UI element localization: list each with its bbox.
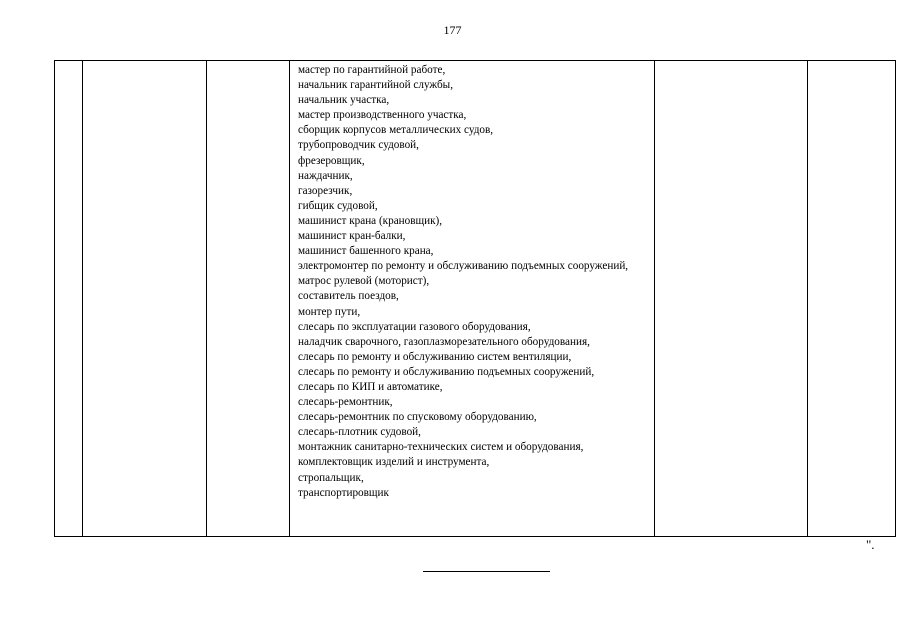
table-cell-professions <box>290 61 655 537</box>
profession-item: наждачник, <box>298 169 353 182</box>
document-table <box>54 60 896 537</box>
profession-item: слесарь по КИП и автоматике, <box>298 380 443 393</box>
profession-item: слесарь по ремонту и обслуживанию систем вентиляции, <box>298 350 572 363</box>
table-cell-number <box>55 61 83 537</box>
profession-item: слесарь-ремонтник, <box>298 396 393 409</box>
profession-item: слесарь-ремонтник по спусковому оборудованию, <box>298 411 537 424</box>
profession-item: слесарь по ремонту и обслуживанию подъемных сооружений, <box>298 365 595 378</box>
table-cell-extra <box>808 61 896 537</box>
profession-item: наладчик сварочного, газоплазморезательного оборудования, <box>298 335 590 348</box>
profession-item: монтажник санитарно-технических систем и оборудования, <box>298 441 584 454</box>
profession-item: сборщик корпусов металлических судов, <box>298 124 494 137</box>
profession-item: электромонтер по ремонту и обслуживанию подъемных сооружений, <box>298 260 629 273</box>
profession-item: гибщик судовой, <box>298 199 378 212</box>
profession-item: начальник гарантийной службы, <box>298 79 453 92</box>
profession-item: мастер производственного участка, <box>298 109 467 122</box>
profession-item: машинист башенного крана, <box>298 245 434 258</box>
profession-item: составитель поездов, <box>298 290 399 303</box>
profession-item: машинист кран-балки, <box>298 230 406 243</box>
footnote-separator-line <box>423 571 550 572</box>
closing-quote-mark: ". <box>866 537 875 552</box>
profession-item: стропальщик, <box>298 471 364 484</box>
profession-item: трубопроводчик судовой, <box>298 139 419 152</box>
page-number: 177 <box>443 23 462 37</box>
profession-item: начальник участка, <box>298 94 390 107</box>
profession-item: комплектовщик изделий и инструмента, <box>298 456 490 469</box>
professions-list <box>298 63 649 501</box>
table-cell-code <box>207 61 290 537</box>
profession-item: матрос рулевой (моторист), <box>298 275 430 288</box>
profession-item: мастер по гарантийной работе, <box>298 64 446 76</box>
profession-item: монтер пути, <box>298 305 361 318</box>
table-cell-organization <box>83 61 207 537</box>
table-cell-notes <box>655 61 808 537</box>
profession-item: газорезчик, <box>298 184 353 197</box>
profession-item: слесарь по эксплуатации газового оборудования, <box>298 320 531 333</box>
table-row <box>55 61 896 537</box>
profession-item: слесарь-плотник судовой, <box>298 426 421 439</box>
profession-item: фрезеровщик, <box>298 154 365 167</box>
profession-item: транспортировщик <box>298 486 389 499</box>
profession-item: машинист крана (крановщик), <box>298 214 443 227</box>
